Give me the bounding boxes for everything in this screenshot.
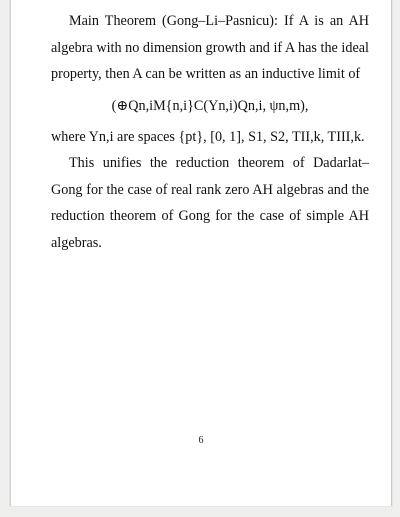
page-number: 6 [198,435,204,446]
inductive-limit-formula: (⊕Qn,iM{n,i}C(Yn,i)Qn,i, ψn,m), [111,97,309,114]
unifies-paragraph: This unifies the reduction theorem of Dadarlat–Gong for the case of real rank zero AH algebras and the reduction theorem of Gong for the case of simple AH algebras. [51,155,369,251]
document-page [10,0,392,506]
scan-speck [361,88,362,89]
spaces-list-line: where Yn,i are spaces {pt}, [0, 1], S1, S2, TII,k, TIII,k. [51,128,365,145]
scan-speck [29,317,30,318]
page-content [51,8,369,256]
main-theorem-paragraph: Main Theorem (Gong–Li–Pasnicu): If A is an AH algebra with no dimension growth and if A has the ideal property, then A can be written as an inductive limit of [51,13,369,82]
